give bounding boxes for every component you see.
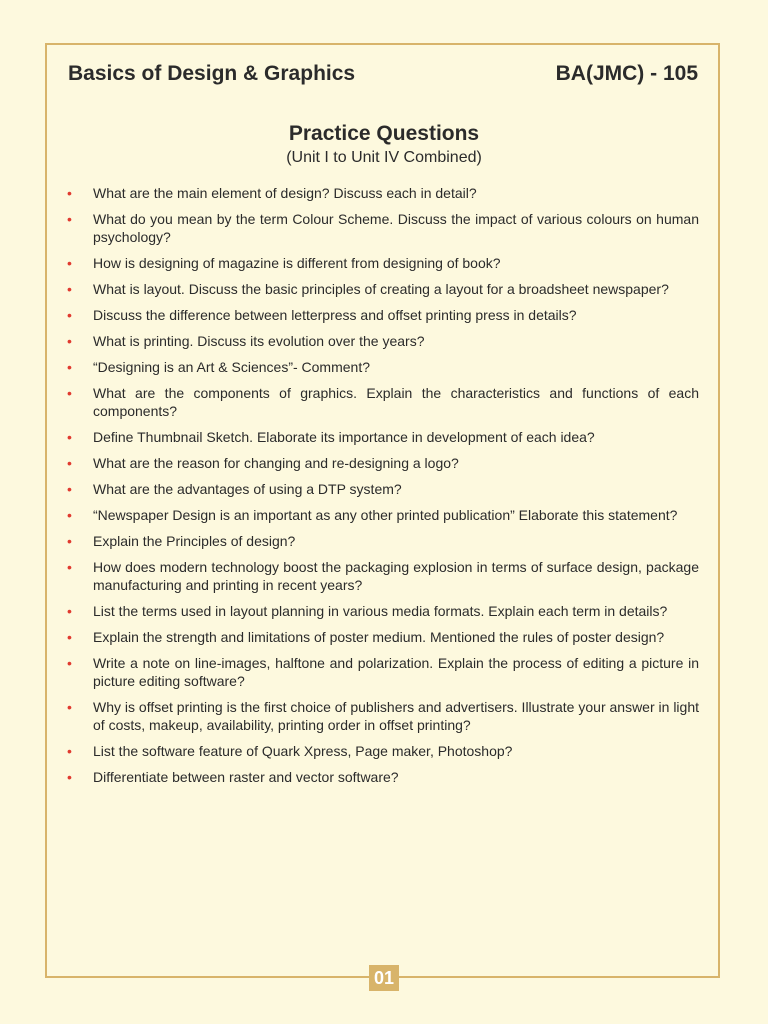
bullet-icon: • bbox=[67, 629, 72, 645]
question-text: “Newspaper Design is an important as any other printed publication” Elaborate this statement? bbox=[93, 507, 678, 523]
question-item bbox=[67, 506, 699, 524]
question-text: What is layout. Discuss the basic principles of creating a layout for a broadsheet newspaper? bbox=[93, 281, 669, 297]
bullet-icon: • bbox=[67, 333, 72, 349]
question-text: Discuss the difference between letterpress and offset printing press in details? bbox=[93, 307, 577, 323]
course-code: BA(JMC) - 105 bbox=[555, 62, 698, 85]
question-text: How does modern technology boost the packaging explosion in terms of surface design, package manufacturing and printing in recent years? bbox=[93, 559, 699, 593]
question-item bbox=[67, 558, 699, 594]
question-text: What is printing. Discuss its evolution over the years? bbox=[93, 333, 425, 349]
question-item bbox=[67, 480, 699, 498]
bullet-icon: • bbox=[67, 455, 72, 471]
question-list bbox=[67, 184, 699, 794]
question-text: What are the reason for changing and re-designing a logo? bbox=[93, 455, 459, 471]
question-item bbox=[67, 332, 699, 350]
question-text: What are the advantages of using a DTP system? bbox=[93, 481, 402, 497]
question-text: List the terms used in layout planning in various media formats. Explain each term in details? bbox=[93, 603, 668, 619]
question-item bbox=[67, 628, 699, 646]
question-text: “Designing is an Art & Sciences”- Comment? bbox=[93, 359, 370, 375]
course-title: Basics of Design & Graphics bbox=[68, 62, 356, 85]
question-item bbox=[67, 602, 699, 620]
question-text: Define Thumbnail Sketch. Elaborate its importance in development of each idea? bbox=[93, 429, 595, 445]
page-header bbox=[68, 62, 698, 86]
question-item bbox=[67, 254, 699, 272]
question-item bbox=[67, 768, 699, 786]
bullet-icon: • bbox=[67, 743, 72, 759]
bullet-icon: • bbox=[67, 699, 72, 715]
question-text: How is designing of magazine is different from designing of book? bbox=[93, 255, 501, 271]
bullet-icon: • bbox=[67, 769, 72, 785]
bullet-icon: • bbox=[67, 385, 72, 401]
question-item bbox=[67, 698, 699, 734]
question-text: Write a note on line-images, halftone and polarization. Explain the process of editing a picture in picture editing software? bbox=[93, 655, 699, 689]
bullet-icon: • bbox=[67, 559, 72, 575]
bullet-icon: • bbox=[67, 603, 72, 619]
question-item bbox=[67, 210, 699, 246]
bullet-icon: • bbox=[67, 429, 72, 445]
bullet-icon: • bbox=[67, 507, 72, 523]
question-item bbox=[67, 306, 699, 324]
question-item bbox=[67, 280, 699, 298]
question-text: What do you mean by the term Colour Scheme. Discuss the impact of various colours on human psychology? bbox=[93, 211, 699, 245]
title-block bbox=[0, 121, 768, 169]
question-item bbox=[67, 184, 699, 202]
bullet-icon: • bbox=[67, 533, 72, 549]
page-subtitle: (Unit I to Unit IV Combined) bbox=[286, 149, 482, 166]
bullet-icon: • bbox=[67, 359, 72, 375]
question-item bbox=[67, 358, 699, 376]
page-number: 01 bbox=[369, 965, 399, 991]
question-text: What are the components of graphics. Explain the characteristics and functions of each components? bbox=[93, 385, 699, 419]
bullet-icon: • bbox=[67, 255, 72, 271]
bullet-icon: • bbox=[67, 307, 72, 323]
bullet-icon: • bbox=[67, 281, 72, 297]
question-text: Why is offset printing is the first choice of publishers and advertisers. Illustrate your answer in light of costs, makeup, availability, printing order in offset printing? bbox=[93, 699, 699, 733]
question-item bbox=[67, 532, 699, 550]
page-title: Practice Questions bbox=[288, 122, 480, 145]
question-item bbox=[67, 428, 699, 446]
question-item bbox=[67, 384, 699, 420]
question-text: What are the main element of design? Discuss each in detail? bbox=[93, 185, 477, 201]
question-text: Explain the strength and limitations of poster medium. Mentioned the rules of poster design? bbox=[93, 629, 665, 645]
bullet-icon: • bbox=[67, 655, 72, 671]
question-text: Explain the Principles of design? bbox=[93, 533, 296, 549]
question-text: List the software feature of Quark Xpress, Page maker, Photoshop? bbox=[93, 743, 513, 759]
question-item bbox=[67, 742, 699, 760]
question-text: Differentiate between raster and vector software? bbox=[93, 769, 399, 785]
question-item bbox=[67, 654, 699, 690]
bullet-icon: • bbox=[67, 481, 72, 497]
bullet-icon: • bbox=[67, 211, 72, 227]
bullet-icon: • bbox=[67, 185, 72, 201]
question-item bbox=[67, 454, 699, 472]
